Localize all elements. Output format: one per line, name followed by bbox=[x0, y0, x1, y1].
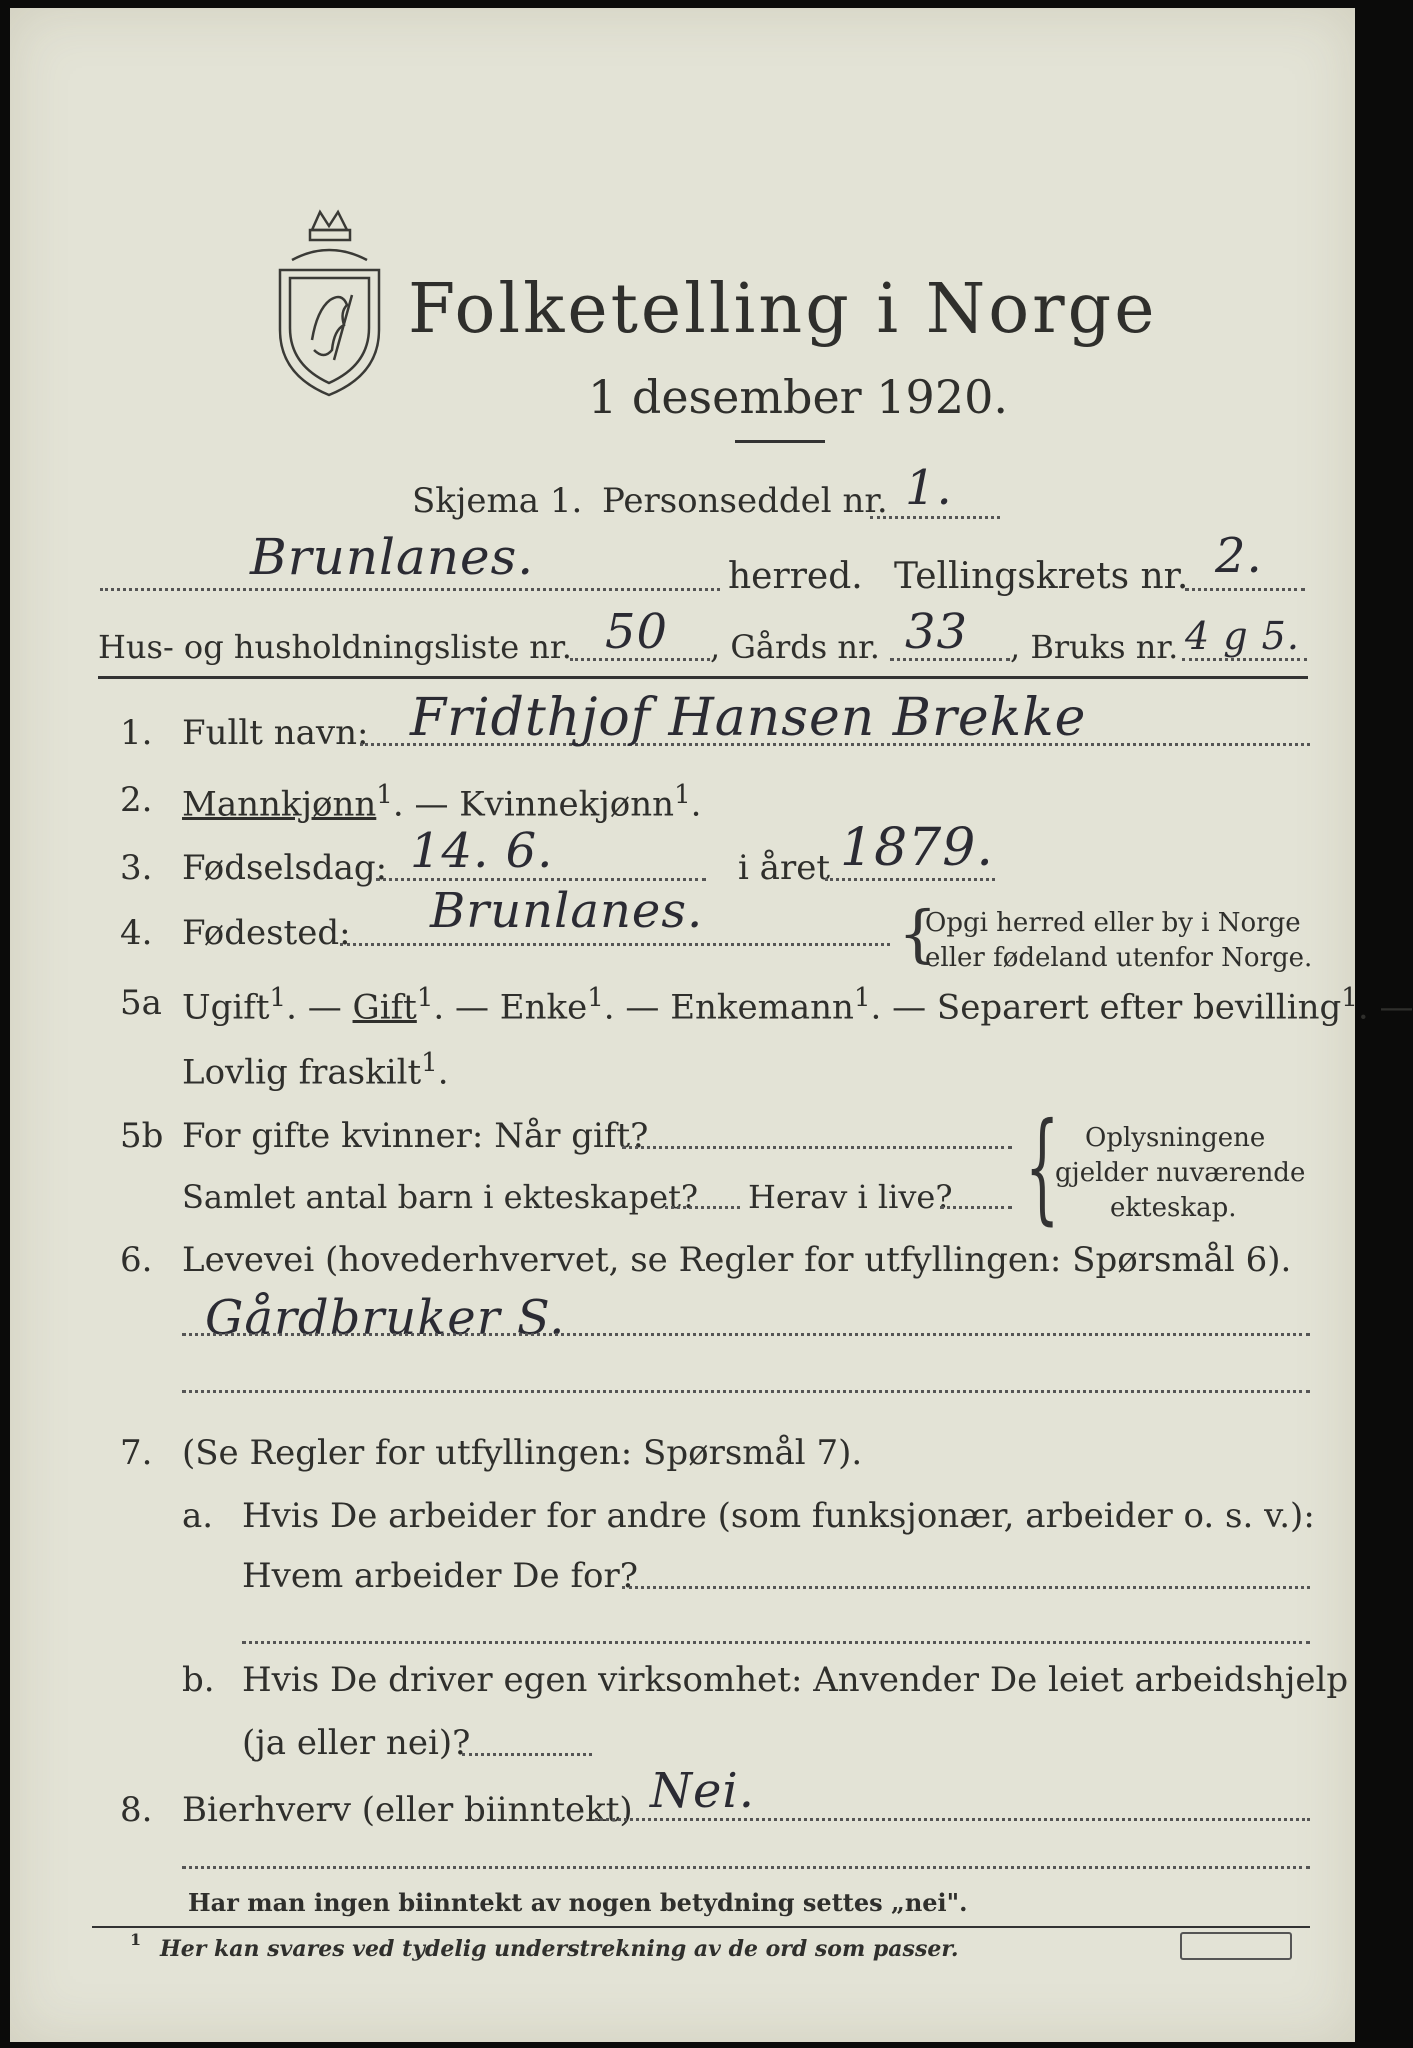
q5a-sup: 1 bbox=[853, 983, 871, 1013]
q7b-letter: b. bbox=[182, 1660, 215, 1700]
q7a-label-1: Hvis De arbeider for andre (som funksjonær, arbeider o. s. v.): bbox=[242, 1496, 1315, 1536]
q5a-ugift: Ugift bbox=[182, 987, 270, 1028]
q5a-separert: . — Separert efter bevilling bbox=[870, 987, 1342, 1028]
bruks-value: 4 g 5. bbox=[1185, 614, 1300, 658]
q5b-note-line-3: ekteskap. bbox=[1110, 1193, 1237, 1223]
q8-field-2 bbox=[182, 1866, 1310, 1869]
coat-of-arms-icon bbox=[272, 200, 387, 400]
q4-number: 4. bbox=[120, 913, 153, 953]
q5a-fraskilt: Lovlig fraskilt bbox=[182, 1052, 422, 1093]
q5a-gift: Gift bbox=[352, 987, 417, 1028]
q5b-brace: { bbox=[1025, 1098, 1060, 1237]
q2-female-option: . — Kvinnekjønn bbox=[392, 784, 675, 825]
q3-label: Fødselsdag: bbox=[182, 848, 388, 888]
q8-number: 8. bbox=[120, 1790, 153, 1830]
q7b-field bbox=[462, 1753, 592, 1756]
q2-options bbox=[182, 780, 701, 824]
q5a-sep: . — bbox=[286, 987, 353, 1028]
q5b-number: 5b bbox=[120, 1116, 164, 1156]
q3-year-label: i året bbox=[738, 848, 830, 888]
q4-value: Brunlanes. bbox=[430, 883, 704, 939]
q5b-note-line-1: Oplysningene bbox=[1085, 1123, 1266, 1153]
q7a-field-2 bbox=[242, 1641, 1310, 1644]
hus-label: Hus- og husholdningsliste nr. bbox=[98, 628, 572, 666]
q5a-sup: 1 bbox=[416, 983, 434, 1013]
herred-field bbox=[100, 588, 720, 591]
q4-label: Fødested: bbox=[182, 913, 351, 953]
q7a-field-1 bbox=[622, 1586, 1310, 1589]
printer-stamp bbox=[1180, 1932, 1292, 1960]
q5a-sup: 1 bbox=[269, 983, 287, 1013]
q3-value: 14. 6. bbox=[410, 823, 554, 879]
census-date: 1 desember 1920. bbox=[588, 370, 1008, 424]
q7a-label-2: Hvem arbeider De for? bbox=[242, 1556, 638, 1596]
herred-value: Brunlanes. bbox=[250, 528, 535, 586]
q4-field bbox=[340, 943, 890, 946]
q7-label: (Se Regler for utfyllingen: Spørsmål 7). bbox=[182, 1433, 863, 1473]
herred-label: herred. bbox=[728, 556, 863, 597]
q3-year-value: 1879. bbox=[840, 818, 994, 878]
q5a-enke: . — Enke bbox=[433, 987, 588, 1028]
personseddel-field bbox=[870, 516, 1000, 519]
hus-value: 50 bbox=[605, 604, 669, 660]
q5b-alive-field bbox=[940, 1206, 1012, 1209]
q6-value: Gårdbruker S. bbox=[205, 1290, 566, 1346]
q5a-options bbox=[182, 983, 1413, 1027]
q5b-children-field bbox=[665, 1206, 740, 1209]
q2-footnote-mark-2: 1 bbox=[674, 780, 691, 810]
gards-value: 33 bbox=[905, 604, 969, 660]
q1-label: Fullt navn: bbox=[182, 713, 369, 753]
q8-value: Nei. bbox=[650, 1763, 756, 1819]
tellingskrets-value: 2. bbox=[1215, 528, 1263, 584]
q2-number: 2. bbox=[120, 780, 153, 820]
tellingskrets-label: Tellingskrets nr. bbox=[894, 556, 1189, 597]
q7b-label-1: Hvis De driver egen virksomhet: Anvender De leiet arbeidshjelp bbox=[242, 1660, 1349, 1700]
census-form bbox=[10, 8, 1413, 2042]
q1-number: 1. bbox=[120, 713, 153, 753]
q8-label: Bierhverv (eller biinntekt) bbox=[182, 1790, 633, 1830]
q6-number: 6. bbox=[120, 1240, 153, 1280]
q5b-note-line-2: gjelder nuværende bbox=[1055, 1158, 1306, 1188]
q3-year-field bbox=[825, 878, 995, 881]
q5b-label-alive: Herav i live? bbox=[748, 1178, 953, 1216]
q5a-enkemann: . — Enkemann bbox=[603, 987, 854, 1028]
q3-number: 3. bbox=[120, 848, 153, 888]
q6-field-2 bbox=[182, 1390, 1310, 1393]
q5b-label-married: For gifte kvinner: Når gift? bbox=[182, 1116, 649, 1156]
q5b-label-children: Samlet antal barn i ekteskapet? bbox=[182, 1178, 699, 1216]
bruks-label: , Bruks nr. bbox=[1010, 628, 1179, 666]
q7b-label-2: (ja eller nei)? bbox=[242, 1723, 471, 1763]
q2-end: . bbox=[690, 784, 702, 825]
q4-note-line-2: eller fødeland utenfor Norge. bbox=[925, 943, 1313, 973]
q6-label: Levevei (hovederhvervet, se Regler for utfyllingen: Spørsmål 6). bbox=[182, 1240, 1292, 1280]
header-divider bbox=[98, 676, 1308, 679]
q5a-sup: 1 bbox=[1341, 983, 1358, 1013]
q5a-line-2 bbox=[182, 1048, 449, 1092]
title-rule bbox=[735, 440, 825, 443]
footer-rule bbox=[92, 1926, 1310, 1928]
q7-number: 7. bbox=[120, 1433, 153, 1473]
tellingskrets-field bbox=[1185, 588, 1305, 591]
q6-field-1 bbox=[182, 1333, 1310, 1336]
q5a-number: 5a bbox=[120, 983, 162, 1023]
personseddel-label: Personseddel nr. bbox=[602, 481, 888, 521]
q1-value: Fridthjof Hansen Brekke bbox=[410, 688, 1087, 748]
q5b-married-field bbox=[622, 1146, 1012, 1149]
q2-footnote-mark-1: 1 bbox=[376, 780, 393, 810]
bruks-field bbox=[1182, 658, 1307, 661]
gards-label: , Gårds nr. bbox=[710, 628, 880, 666]
q4-brace: { bbox=[898, 897, 938, 970]
footnote: Her kan svares ved tydelig understrekning av de ord som passer. bbox=[160, 1936, 959, 1962]
footer-note: Har man ingen biinntekt av nogen betydning settes „nei". bbox=[188, 1888, 968, 1917]
q5a-line2-end: . bbox=[437, 1052, 449, 1093]
form-title: Folketelling i Norge bbox=[408, 270, 1158, 349]
q7a-letter: a. bbox=[182, 1496, 214, 1536]
q5a-sup: 1 bbox=[421, 1048, 438, 1078]
q4-note-line-1: Opgi herred eller by i Norge bbox=[925, 908, 1301, 938]
footnote-mark: 1 bbox=[130, 1930, 142, 1949]
q5a-end: . — bbox=[1357, 987, 1413, 1028]
q2-male-option: Mannkjønn bbox=[182, 784, 377, 825]
q5a-sup: 1 bbox=[587, 983, 604, 1013]
schema-label: Skjema 1. bbox=[412, 481, 583, 521]
personseddel-value: 1. bbox=[905, 460, 953, 516]
